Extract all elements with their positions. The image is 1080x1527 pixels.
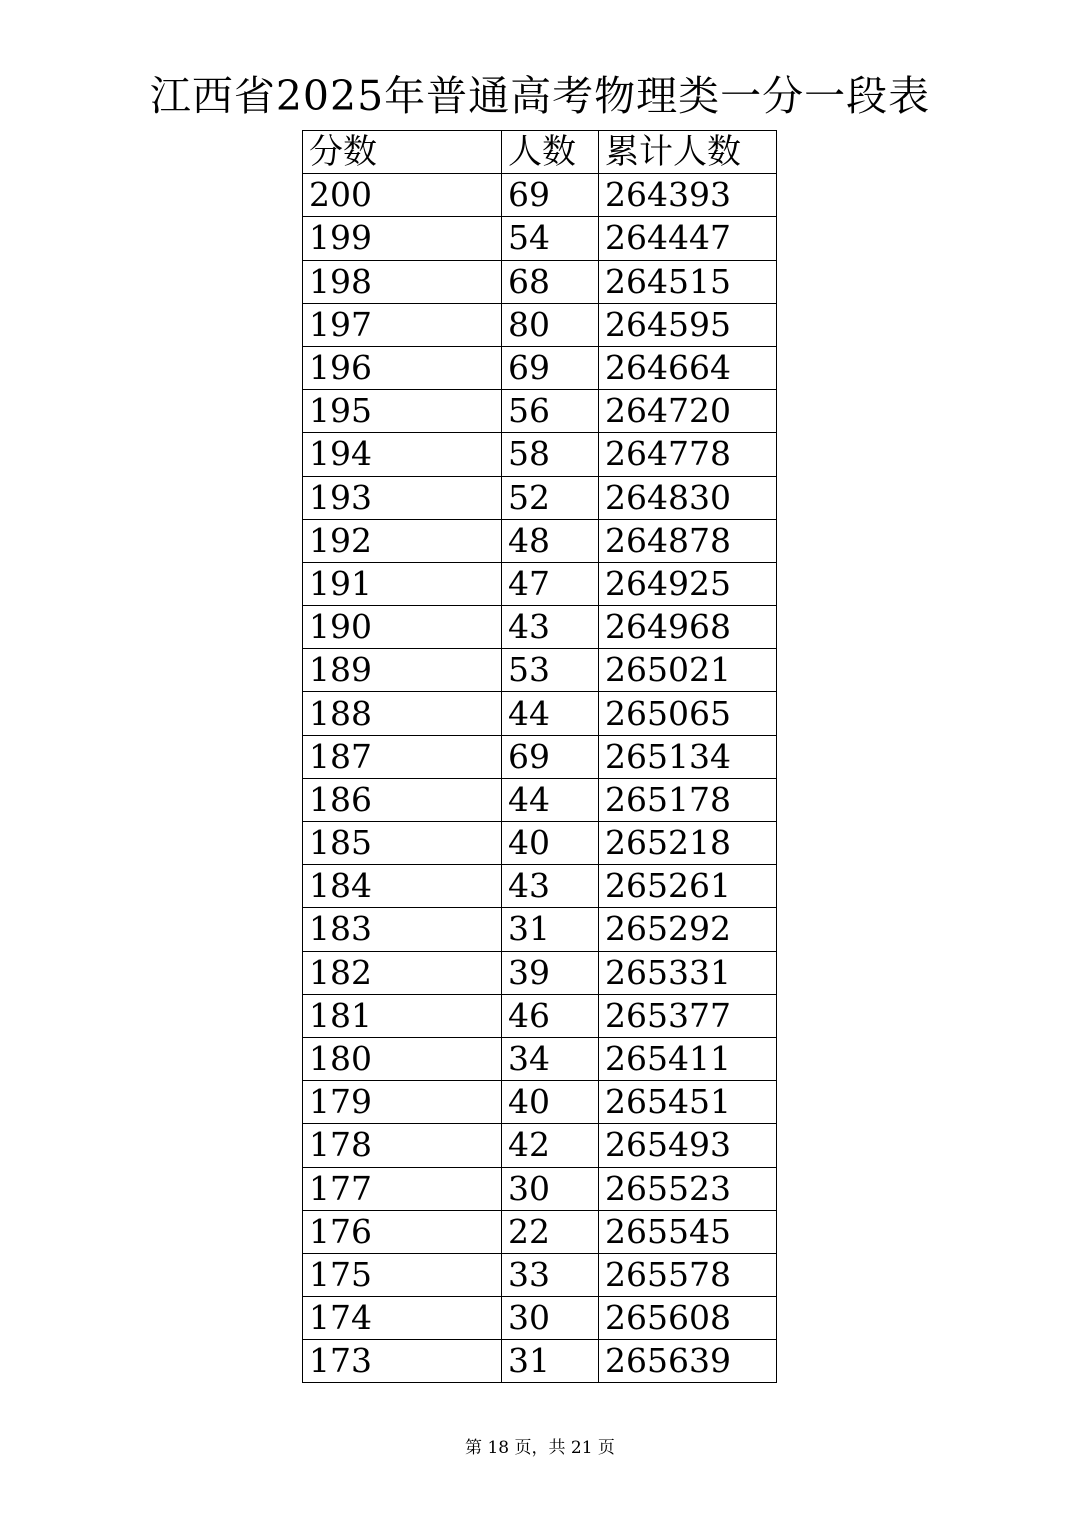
- score-cell: 200: [303, 174, 502, 217]
- score-cell: 179: [303, 1081, 502, 1124]
- cumulative-cell: 265134: [599, 735, 777, 778]
- table-row: [303, 735, 777, 778]
- score-cell: 175: [303, 1253, 502, 1296]
- score-cell: 198: [303, 260, 502, 303]
- score-cell: 190: [303, 606, 502, 649]
- score-cell: 173: [303, 1340, 502, 1383]
- table-row: [303, 1167, 777, 1210]
- count-cell: 68: [502, 260, 599, 303]
- score-cell: 185: [303, 822, 502, 865]
- cumulative-cell: 265178: [599, 778, 777, 821]
- score-cell: 199: [303, 217, 502, 260]
- score-cell: 187: [303, 735, 502, 778]
- cumulative-cell: 265377: [599, 994, 777, 1037]
- count-cell: 69: [502, 346, 599, 389]
- table-row: [303, 1340, 777, 1383]
- cumulative-cell: 265578: [599, 1253, 777, 1296]
- count-cell: 34: [502, 1037, 599, 1080]
- score-cell: 186: [303, 778, 502, 821]
- count-cell: 39: [502, 951, 599, 994]
- table-row: [303, 174, 777, 217]
- table-row: [303, 908, 777, 951]
- table-row: [303, 822, 777, 865]
- count-cell: 47: [502, 562, 599, 605]
- table-row: [303, 562, 777, 605]
- score-cell: 183: [303, 908, 502, 951]
- count-cell: 56: [502, 390, 599, 433]
- cumulative-cell: 265411: [599, 1037, 777, 1080]
- table-row: [303, 390, 777, 433]
- count-cell: 48: [502, 519, 599, 562]
- count-cell: 30: [502, 1167, 599, 1210]
- cumulative-cell: 265523: [599, 1167, 777, 1210]
- score-cell: 182: [303, 951, 502, 994]
- count-cell: 43: [502, 865, 599, 908]
- table-row: [303, 1253, 777, 1296]
- table-row: [303, 1081, 777, 1124]
- page-title: 江西省2025年普通高考物理类一分一段表: [149, 72, 931, 120]
- count-cell: 44: [502, 778, 599, 821]
- score-cell: 196: [303, 346, 502, 389]
- count-cell: 30: [502, 1297, 599, 1340]
- cumulative-cell: 264925: [599, 562, 777, 605]
- count-cell: 31: [502, 908, 599, 951]
- count-cell: 52: [502, 476, 599, 519]
- cumulative-cell: 265608: [599, 1297, 777, 1340]
- table-row: [303, 1210, 777, 1253]
- cumulative-cell: 264720: [599, 390, 777, 433]
- cumulative-cell: 264393: [599, 174, 777, 217]
- count-cell: 43: [502, 606, 599, 649]
- table-row: [303, 951, 777, 994]
- table-row: [303, 346, 777, 389]
- count-cell: 44: [502, 692, 599, 735]
- table-row: [303, 1037, 777, 1080]
- table-body: [303, 174, 777, 1383]
- table-row: [303, 519, 777, 562]
- cumulative-cell: 264447: [599, 217, 777, 260]
- count-cell: 33: [502, 1253, 599, 1296]
- cumulative-cell: 264778: [599, 433, 777, 476]
- header-score: 分数: [303, 131, 502, 174]
- cumulative-cell: 265065: [599, 692, 777, 735]
- cumulative-cell: 264878: [599, 519, 777, 562]
- count-cell: 31: [502, 1340, 599, 1383]
- table-row: [303, 606, 777, 649]
- count-cell: 54: [502, 217, 599, 260]
- table-header-row: [303, 131, 777, 174]
- cumulative-cell: 264664: [599, 346, 777, 389]
- score-cell: 193: [303, 476, 502, 519]
- score-cell: 181: [303, 994, 502, 1037]
- cumulative-cell: 265218: [599, 822, 777, 865]
- count-cell: 40: [502, 822, 599, 865]
- score-cell: 192: [303, 519, 502, 562]
- table-row: [303, 994, 777, 1037]
- count-cell: 69: [502, 174, 599, 217]
- cumulative-cell: 265021: [599, 649, 777, 692]
- score-distribution-table: [302, 130, 777, 1383]
- table-row: [303, 649, 777, 692]
- cumulative-cell: 265451: [599, 1081, 777, 1124]
- score-cell: 178: [303, 1124, 502, 1167]
- count-cell: 80: [502, 303, 599, 346]
- score-cell: 180: [303, 1037, 502, 1080]
- count-cell: 69: [502, 735, 599, 778]
- count-cell: 40: [502, 1081, 599, 1124]
- cumulative-cell: 265261: [599, 865, 777, 908]
- score-cell: 174: [303, 1297, 502, 1340]
- cumulative-cell: 265292: [599, 908, 777, 951]
- table-row: [303, 1124, 777, 1167]
- table-row: [303, 433, 777, 476]
- score-cell: 176: [303, 1210, 502, 1253]
- cumulative-cell: 265331: [599, 951, 777, 994]
- score-cell: 184: [303, 865, 502, 908]
- table-row: [303, 1297, 777, 1340]
- table-row: [303, 778, 777, 821]
- cumulative-cell: 264515: [599, 260, 777, 303]
- cumulative-cell: 264968: [599, 606, 777, 649]
- score-cell: 197: [303, 303, 502, 346]
- table-row: [303, 476, 777, 519]
- page-footer: 第 18 页，共 21 页: [465, 1438, 615, 1458]
- cumulative-cell: 265639: [599, 1340, 777, 1383]
- header-cumulative: 累计人数: [599, 131, 777, 174]
- cumulative-cell: 264830: [599, 476, 777, 519]
- table-row: [303, 865, 777, 908]
- score-cell: 188: [303, 692, 502, 735]
- cumulative-cell: 265545: [599, 1210, 777, 1253]
- count-cell: 53: [502, 649, 599, 692]
- table-row: [303, 303, 777, 346]
- table-row: [303, 692, 777, 735]
- score-cell: 189: [303, 649, 502, 692]
- count-cell: 46: [502, 994, 599, 1037]
- count-cell: 42: [502, 1124, 599, 1167]
- count-cell: 22: [502, 1210, 599, 1253]
- score-cell: 195: [303, 390, 502, 433]
- score-cell: 191: [303, 562, 502, 605]
- cumulative-cell: 265493: [599, 1124, 777, 1167]
- cumulative-cell: 264595: [599, 303, 777, 346]
- table-row: [303, 260, 777, 303]
- table-row: [303, 217, 777, 260]
- count-cell: 58: [502, 433, 599, 476]
- score-cell: 177: [303, 1167, 502, 1210]
- header-count: 人数: [502, 131, 599, 174]
- score-cell: 194: [303, 433, 502, 476]
